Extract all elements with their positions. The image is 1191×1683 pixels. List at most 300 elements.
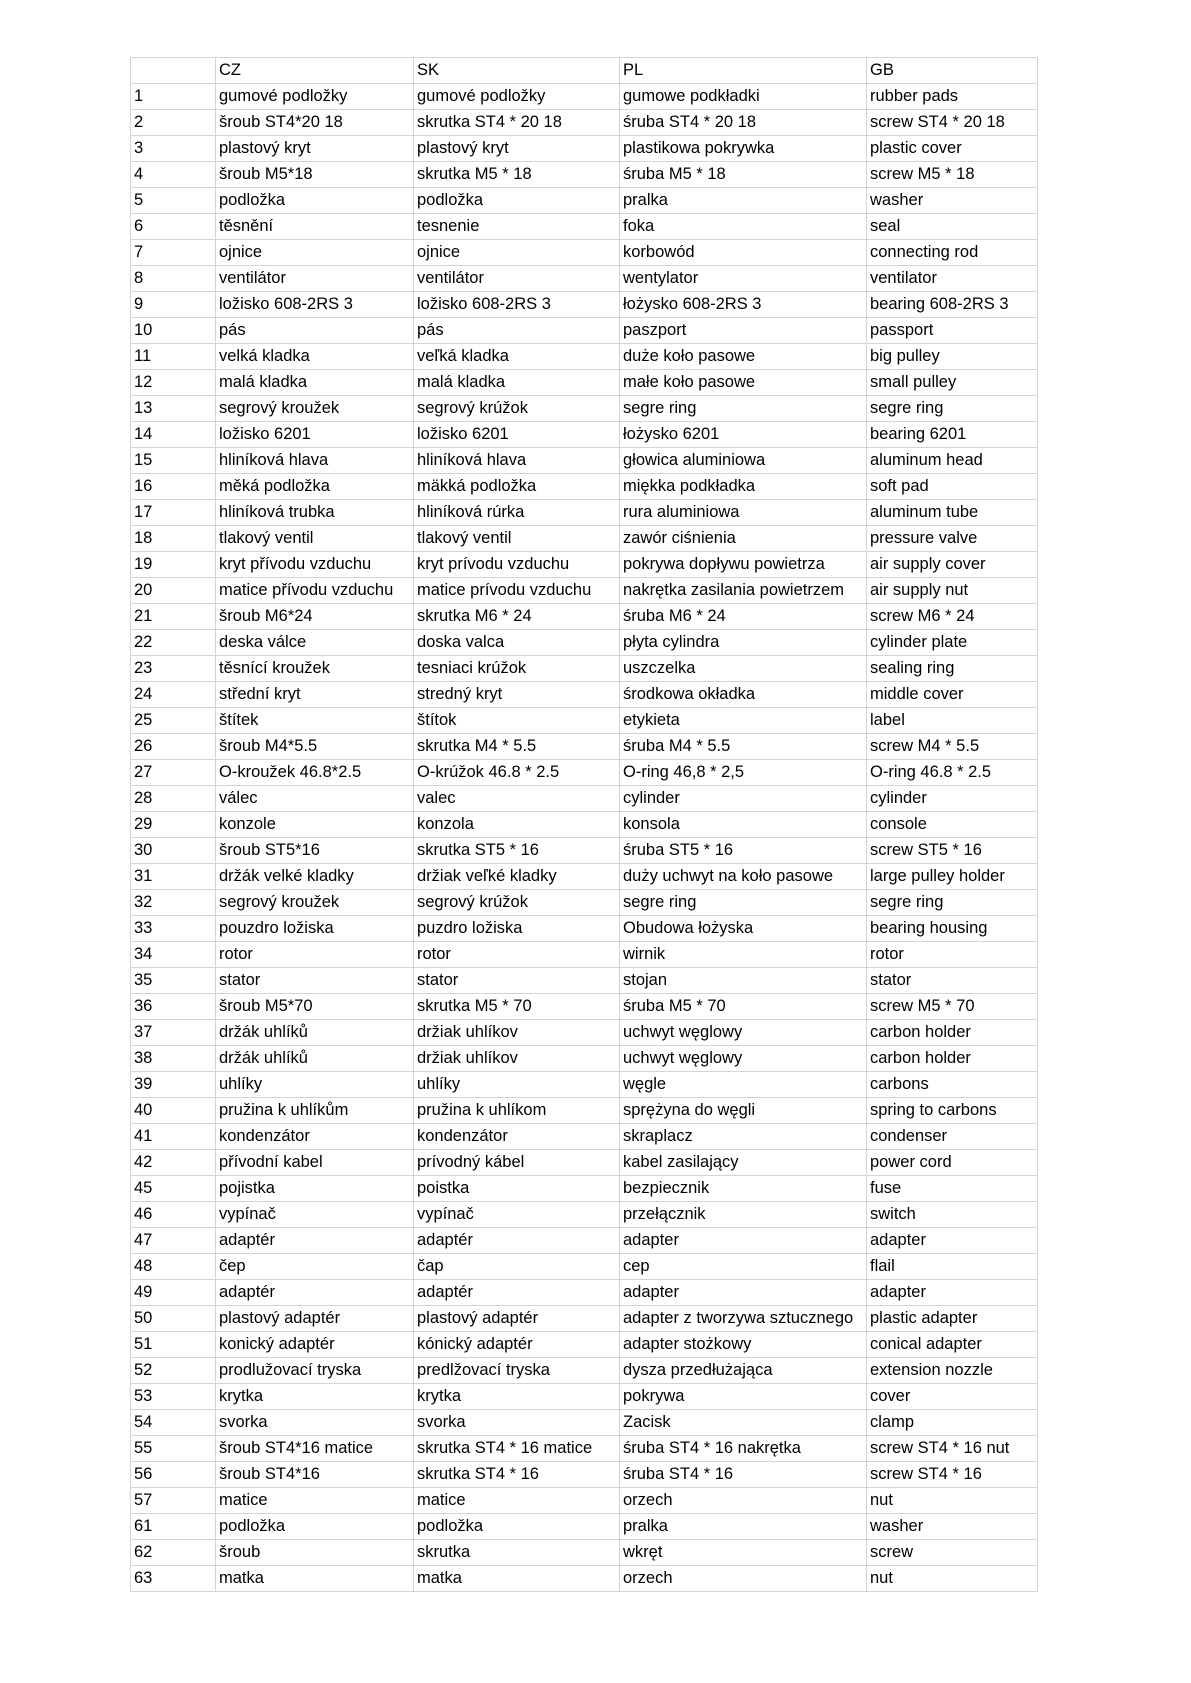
cell-gb: cover xyxy=(867,1384,1038,1410)
cell-pl: przełącznik xyxy=(620,1202,867,1228)
cell-index: 47 xyxy=(131,1228,216,1254)
cell-gb: air supply cover xyxy=(867,552,1038,578)
cell-cz: kryt přívodu vzduchu xyxy=(216,552,414,578)
cell-index: 33 xyxy=(131,916,216,942)
table-row xyxy=(131,1514,1038,1540)
cell-index: 32 xyxy=(131,890,216,916)
table-row xyxy=(131,760,1038,786)
cell-index: 49 xyxy=(131,1280,216,1306)
cell-pl: małe koło pasowe xyxy=(620,370,867,396)
cell-sk: skrutka ST5 * 16 xyxy=(414,838,620,864)
cell-gb: bearing housing xyxy=(867,916,1038,942)
cell-pl: łożysko 6201 xyxy=(620,422,867,448)
cell-pl: węgle xyxy=(620,1072,867,1098)
cell-pl: duży uchwyt na koło pasowe xyxy=(620,864,867,890)
cell-sk: stredný kryt xyxy=(414,682,620,708)
cell-gb: big pulley xyxy=(867,344,1038,370)
cell-pl: adapter xyxy=(620,1280,867,1306)
cell-cz: krytka xyxy=(216,1384,414,1410)
cell-cz: malá kladka xyxy=(216,370,414,396)
cell-sk: ojnice xyxy=(414,240,620,266)
cell-gb: screw M5 * 18 xyxy=(867,162,1038,188)
cell-pl: wkręt xyxy=(620,1540,867,1566)
cell-gb: washer xyxy=(867,188,1038,214)
cell-gb: plastic adapter xyxy=(867,1306,1038,1332)
cell-cz: segrový kroužek xyxy=(216,890,414,916)
cell-sk: svorka xyxy=(414,1410,620,1436)
cell-pl: adapter stożkowy xyxy=(620,1332,867,1358)
cell-pl: cylinder xyxy=(620,786,867,812)
cell-sk: malá kladka xyxy=(414,370,620,396)
cell-gb: washer xyxy=(867,1514,1038,1540)
cell-pl: zawór ciśnienia xyxy=(620,526,867,552)
cell-gb: rubber pads xyxy=(867,84,1038,110)
cell-cz: držák uhlíků xyxy=(216,1020,414,1046)
cell-index: 48 xyxy=(131,1254,216,1280)
cell-cz: ojnice xyxy=(216,240,414,266)
cell-pl: śruba M6 * 24 xyxy=(620,604,867,630)
cell-sk: čap xyxy=(414,1254,620,1280)
cell-gb: rotor xyxy=(867,942,1038,968)
table-row xyxy=(131,344,1038,370)
cell-cz: pružina k uhlíkům xyxy=(216,1098,414,1124)
cell-gb: screw ST5 * 16 xyxy=(867,838,1038,864)
cell-cz: konický adaptér xyxy=(216,1332,414,1358)
cell-cz: hliníková hlava xyxy=(216,448,414,474)
table-row xyxy=(131,1098,1038,1124)
cell-sk: podložka xyxy=(414,1514,620,1540)
cell-pl: śruba ST4 * 16 nakrętka xyxy=(620,1436,867,1462)
cell-index: 13 xyxy=(131,396,216,422)
cell-pl: śruba ST5 * 16 xyxy=(620,838,867,864)
cell-cz: šroub M5*18 xyxy=(216,162,414,188)
cell-cz: stator xyxy=(216,968,414,994)
cell-pl: stojan xyxy=(620,968,867,994)
table-row xyxy=(131,942,1038,968)
cell-gb: bearing 6201 xyxy=(867,422,1038,448)
table-row xyxy=(131,500,1038,526)
cell-pl: wirnik xyxy=(620,942,867,968)
cell-index: 18 xyxy=(131,526,216,552)
cell-cz: plastový kryt xyxy=(216,136,414,162)
cell-cz: hliníková trubka xyxy=(216,500,414,526)
cell-sk: adaptér xyxy=(414,1280,620,1306)
cell-index: 53 xyxy=(131,1384,216,1410)
cell-index: 52 xyxy=(131,1358,216,1384)
cell-cz: kondenzátor xyxy=(216,1124,414,1150)
cell-index: 3 xyxy=(131,136,216,162)
cell-sk: stator xyxy=(414,968,620,994)
cell-cz: čep xyxy=(216,1254,414,1280)
table-row xyxy=(131,422,1038,448)
cell-gb: adapter xyxy=(867,1228,1038,1254)
cell-cz: podložka xyxy=(216,188,414,214)
cell-cz: šroub ST4*20 18 xyxy=(216,110,414,136)
cell-index: 17 xyxy=(131,500,216,526)
table-row xyxy=(131,864,1038,890)
cell-index: 56 xyxy=(131,1462,216,1488)
cell-sk: skrutka M4 * 5.5 xyxy=(414,734,620,760)
table-row xyxy=(131,214,1038,240)
cell-pl: miękka podkładka xyxy=(620,474,867,500)
cell-sk: O-krúžok 46.8 * 2.5 xyxy=(414,760,620,786)
cell-sk: poistka xyxy=(414,1176,620,1202)
cell-cz: štítek xyxy=(216,708,414,734)
cell-gb: plastic cover xyxy=(867,136,1038,162)
cell-gb: carbons xyxy=(867,1072,1038,1098)
cell-index: 62 xyxy=(131,1540,216,1566)
cell-index: 41 xyxy=(131,1124,216,1150)
cell-pl: wentylator xyxy=(620,266,867,292)
cell-pl: nakrętka zasilania powietrzem xyxy=(620,578,867,604)
cell-index: 30 xyxy=(131,838,216,864)
table-row xyxy=(131,630,1038,656)
cell-index: 35 xyxy=(131,968,216,994)
table-row xyxy=(131,1306,1038,1332)
cell-index: 8 xyxy=(131,266,216,292)
table-row xyxy=(131,1358,1038,1384)
cell-cz: gumové podložky xyxy=(216,84,414,110)
table-row xyxy=(131,786,1038,812)
cell-pl: bezpiecznik xyxy=(620,1176,867,1202)
cell-pl: paszport xyxy=(620,318,867,344)
table-row xyxy=(131,1462,1038,1488)
table-row xyxy=(131,838,1038,864)
cell-gb: clamp xyxy=(867,1410,1038,1436)
table-row xyxy=(131,292,1038,318)
cell-gb: cylinder plate xyxy=(867,630,1038,656)
cell-pl: kabel zasilający xyxy=(620,1150,867,1176)
cell-gb: carbon holder xyxy=(867,1046,1038,1072)
cell-cz: tlakový ventil xyxy=(216,526,414,552)
table-row xyxy=(131,968,1038,994)
cell-index: 28 xyxy=(131,786,216,812)
cell-sk: ložisko 6201 xyxy=(414,422,620,448)
cell-cz: střední kryt xyxy=(216,682,414,708)
table-row xyxy=(131,1540,1038,1566)
cell-pl: pralka xyxy=(620,1514,867,1540)
cell-gb: connecting rod xyxy=(867,240,1038,266)
cell-cz: šroub ST4*16 matice xyxy=(216,1436,414,1462)
cell-cz: podložka xyxy=(216,1514,414,1540)
table-row xyxy=(131,708,1038,734)
cell-cz: adaptér xyxy=(216,1280,414,1306)
cell-pl: łożysko 608-2RS 3 xyxy=(620,292,867,318)
cell-pl: orzech xyxy=(620,1488,867,1514)
cell-index: 12 xyxy=(131,370,216,396)
table-row xyxy=(131,396,1038,422)
cell-cz: prodlužovací tryska xyxy=(216,1358,414,1384)
cell-index: 50 xyxy=(131,1306,216,1332)
cell-gb: large pulley holder xyxy=(867,864,1038,890)
cell-gb: label xyxy=(867,708,1038,734)
cell-index: 15 xyxy=(131,448,216,474)
cell-pl: śruba ST4 * 16 xyxy=(620,1462,867,1488)
cell-gb: aluminum head xyxy=(867,448,1038,474)
cell-index: 46 xyxy=(131,1202,216,1228)
cell-gb: seal xyxy=(867,214,1038,240)
cell-cz: svorka xyxy=(216,1410,414,1436)
cell-pl: pralka xyxy=(620,188,867,214)
cell-index: 61 xyxy=(131,1514,216,1540)
cell-sk: kryt prívodu vzduchu xyxy=(414,552,620,578)
cell-cz: plastový adaptér xyxy=(216,1306,414,1332)
table-row xyxy=(131,1384,1038,1410)
cell-pl: korbowód xyxy=(620,240,867,266)
cell-pl: uchwyt węglowy xyxy=(620,1020,867,1046)
cell-cz: ložisko 6201 xyxy=(216,422,414,448)
cell-gb: ventilator xyxy=(867,266,1038,292)
table-row xyxy=(131,1254,1038,1280)
cell-cz: šroub M4*5.5 xyxy=(216,734,414,760)
cell-index: 7 xyxy=(131,240,216,266)
header-row xyxy=(131,58,1038,84)
cell-cz: O-kroužek 46.8*2.5 xyxy=(216,760,414,786)
cell-gb: small pulley xyxy=(867,370,1038,396)
table-body xyxy=(131,58,1038,1592)
cell-gb: stator xyxy=(867,968,1038,994)
table-row xyxy=(131,1072,1038,1098)
cell-sk: pás xyxy=(414,318,620,344)
cell-gb: cylinder xyxy=(867,786,1038,812)
table-row xyxy=(131,1228,1038,1254)
cell-index: 57 xyxy=(131,1488,216,1514)
cell-cz: matice xyxy=(216,1488,414,1514)
cell-sk: ložisko 608-2RS 3 xyxy=(414,292,620,318)
cell-sk: skrutka M6 * 24 xyxy=(414,604,620,630)
cell-pl: sprężyna do węgli xyxy=(620,1098,867,1124)
cell-index: 38 xyxy=(131,1046,216,1072)
cell-sk: skrutka M5 * 70 xyxy=(414,994,620,1020)
cell-sk: pružina k uhlíkom xyxy=(414,1098,620,1124)
cell-index: 1 xyxy=(131,84,216,110)
cell-sk: hliníková rúrka xyxy=(414,500,620,526)
table-row xyxy=(131,370,1038,396)
cell-cz: pás xyxy=(216,318,414,344)
cell-index: 21 xyxy=(131,604,216,630)
cell-sk: ventilátor xyxy=(414,266,620,292)
cell-index: 16 xyxy=(131,474,216,500)
cell-gb: conical adapter xyxy=(867,1332,1038,1358)
cell-sk: krytka xyxy=(414,1384,620,1410)
cell-gb: sealing ring xyxy=(867,656,1038,682)
cell-gb: soft pad xyxy=(867,474,1038,500)
table-row xyxy=(131,448,1038,474)
cell-sk: tlakový ventil xyxy=(414,526,620,552)
table-row xyxy=(131,1046,1038,1072)
table-row xyxy=(131,994,1038,1020)
cell-pl: segre ring xyxy=(620,890,867,916)
cell-sk: segrový krúžok xyxy=(414,396,620,422)
cell-cz: šroub ST5*16 xyxy=(216,838,414,864)
cell-index: 51 xyxy=(131,1332,216,1358)
cell-index: 27 xyxy=(131,760,216,786)
cell-pl: pokrywa xyxy=(620,1384,867,1410)
cell-pl: segre ring xyxy=(620,396,867,422)
cell-pl: Obudowa łożyska xyxy=(620,916,867,942)
table-row xyxy=(131,1124,1038,1150)
cell-gb: bearing 608-2RS 3 xyxy=(867,292,1038,318)
cell-pl: uchwyt węglowy xyxy=(620,1046,867,1072)
cell-pl: śruba M5 * 18 xyxy=(620,162,867,188)
cell-sk: držiak veľké kladky xyxy=(414,864,620,890)
cell-sk: hliníková hlava xyxy=(414,448,620,474)
table-row xyxy=(131,526,1038,552)
cell-cz: měká podložka xyxy=(216,474,414,500)
cell-index: 34 xyxy=(131,942,216,968)
table-row xyxy=(131,1176,1038,1202)
cell-cz: pouzdro ložiska xyxy=(216,916,414,942)
cell-sk: tesniaci krúžok xyxy=(414,656,620,682)
cell-index: 14 xyxy=(131,422,216,448)
cell-pl: rura aluminiowa xyxy=(620,500,867,526)
table-row xyxy=(131,1020,1038,1046)
table-row xyxy=(131,474,1038,500)
cell-index: 22 xyxy=(131,630,216,656)
cell-index: 11 xyxy=(131,344,216,370)
cell-index: 23 xyxy=(131,656,216,682)
cell-gb: adapter xyxy=(867,1280,1038,1306)
cell-gb: screw M6 * 24 xyxy=(867,604,1038,630)
cell-sk: gumové podložky xyxy=(414,84,620,110)
cell-sk: kondenzátor xyxy=(414,1124,620,1150)
cell-sk: doska valca xyxy=(414,630,620,656)
cell-gb: nut xyxy=(867,1488,1038,1514)
cell-sk: uhlíky xyxy=(414,1072,620,1098)
header-cell-sk: SK xyxy=(414,58,620,84)
table-row xyxy=(131,1202,1038,1228)
table-row xyxy=(131,1332,1038,1358)
cell-index: 40 xyxy=(131,1098,216,1124)
cell-index: 36 xyxy=(131,994,216,1020)
cell-index: 55 xyxy=(131,1436,216,1462)
table-row xyxy=(131,1410,1038,1436)
table-row xyxy=(131,578,1038,604)
table-row xyxy=(131,136,1038,162)
table-row xyxy=(131,734,1038,760)
table-row xyxy=(131,1150,1038,1176)
table-row xyxy=(131,188,1038,214)
cell-cz: matice přívodu vzduchu xyxy=(216,578,414,604)
cell-sk: podložka xyxy=(414,188,620,214)
cell-sk: skrutka ST4 * 16 matice xyxy=(414,1436,620,1462)
cell-cz: válec xyxy=(216,786,414,812)
parts-translation-table xyxy=(130,57,1038,1592)
cell-index: 9 xyxy=(131,292,216,318)
cell-sk: adaptér xyxy=(414,1228,620,1254)
cell-sk: matice xyxy=(414,1488,620,1514)
cell-sk: predlžovací tryska xyxy=(414,1358,620,1384)
cell-index: 63 xyxy=(131,1566,216,1592)
cell-cz: ložisko 608-2RS 3 xyxy=(216,292,414,318)
cell-cz: vypínač xyxy=(216,1202,414,1228)
table-row xyxy=(131,1280,1038,1306)
cell-pl: konsola xyxy=(620,812,867,838)
cell-pl: O-ring 46,8 * 2,5 xyxy=(620,760,867,786)
cell-gb: nut xyxy=(867,1566,1038,1592)
cell-pl: środkowa okładka xyxy=(620,682,867,708)
table-row xyxy=(131,890,1038,916)
cell-pl: duże koło pasowe xyxy=(620,344,867,370)
cell-sk: štítok xyxy=(414,708,620,734)
cell-pl: płyta cylindra xyxy=(620,630,867,656)
cell-pl: skraplacz xyxy=(620,1124,867,1150)
cell-pl: śruba M4 * 5.5 xyxy=(620,734,867,760)
cell-index: 29 xyxy=(131,812,216,838)
cell-index: 26 xyxy=(131,734,216,760)
cell-pl: orzech xyxy=(620,1566,867,1592)
table-row xyxy=(131,1566,1038,1592)
cell-pl: pokrywa dopływu powietrza xyxy=(620,552,867,578)
cell-cz: ventilátor xyxy=(216,266,414,292)
cell-gb: power cord xyxy=(867,1150,1038,1176)
cell-gb: screw ST4 * 16 xyxy=(867,1462,1038,1488)
cell-sk: valec xyxy=(414,786,620,812)
cell-gb: O-ring 46.8 * 2.5 xyxy=(867,760,1038,786)
table-row xyxy=(131,656,1038,682)
table-row xyxy=(131,84,1038,110)
cell-cz: matka xyxy=(216,1566,414,1592)
cell-cz: šroub M5*70 xyxy=(216,994,414,1020)
cell-index: 2 xyxy=(131,110,216,136)
cell-gb: passport xyxy=(867,318,1038,344)
cell-sk: držiak uhlíkov xyxy=(414,1020,620,1046)
cell-sk: matka xyxy=(414,1566,620,1592)
cell-gb: pressure valve xyxy=(867,526,1038,552)
cell-pl: etykieta xyxy=(620,708,867,734)
cell-cz: šroub xyxy=(216,1540,414,1566)
cell-gb: carbon holder xyxy=(867,1020,1038,1046)
cell-sk: tesnenie xyxy=(414,214,620,240)
cell-cz: adaptér xyxy=(216,1228,414,1254)
cell-index: 24 xyxy=(131,682,216,708)
cell-cz: šroub M6*24 xyxy=(216,604,414,630)
table-row xyxy=(131,110,1038,136)
cell-sk: plastový kryt xyxy=(414,136,620,162)
cell-index: 5 xyxy=(131,188,216,214)
cell-cz: těsnění xyxy=(216,214,414,240)
cell-gb: segre ring xyxy=(867,890,1038,916)
cell-sk: skrutka ST4 * 20 18 xyxy=(414,110,620,136)
cell-index: 4 xyxy=(131,162,216,188)
cell-index: 10 xyxy=(131,318,216,344)
cell-cz: rotor xyxy=(216,942,414,968)
cell-gb: screw M4 * 5.5 xyxy=(867,734,1038,760)
cell-sk: veľká kladka xyxy=(414,344,620,370)
cell-cz: segrový kroužek xyxy=(216,396,414,422)
cell-sk: segrový krúžok xyxy=(414,890,620,916)
header-cell-pl: PL xyxy=(620,58,867,84)
cell-index: 31 xyxy=(131,864,216,890)
cell-gb: flail xyxy=(867,1254,1038,1280)
cell-sk: plastový adaptér xyxy=(414,1306,620,1332)
table-row xyxy=(131,240,1038,266)
cell-sk: skrutka ST4 * 16 xyxy=(414,1462,620,1488)
cell-cz: uhlíky xyxy=(216,1072,414,1098)
header-cell-cz: CZ xyxy=(216,58,414,84)
cell-gb: fuse xyxy=(867,1176,1038,1202)
cell-cz: velká kladka xyxy=(216,344,414,370)
cell-sk: kónický adaptér xyxy=(414,1332,620,1358)
cell-cz: pojistka xyxy=(216,1176,414,1202)
cell-pl: foka xyxy=(620,214,867,240)
table-row xyxy=(131,552,1038,578)
table-row xyxy=(131,1436,1038,1462)
cell-index: 19 xyxy=(131,552,216,578)
cell-sk: matice prívodu vzduchu xyxy=(414,578,620,604)
cell-gb: segre ring xyxy=(867,396,1038,422)
header-cell-index xyxy=(131,58,216,84)
